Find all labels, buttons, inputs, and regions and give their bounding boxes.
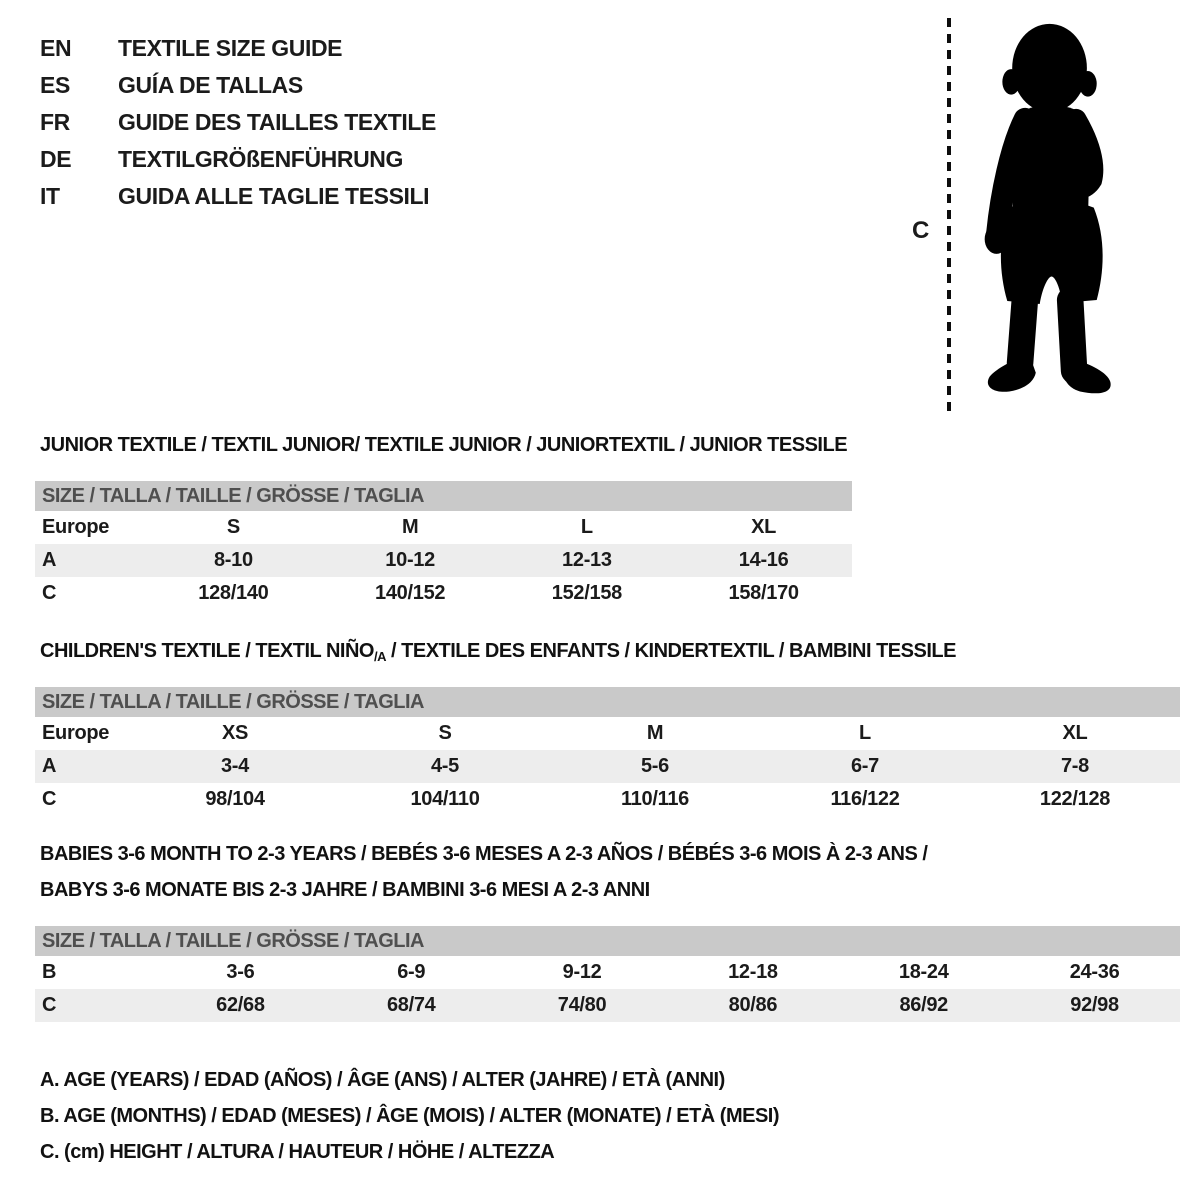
table-row — [35, 989, 1180, 1022]
table-row — [35, 577, 852, 610]
language-code: IT — [40, 183, 60, 209]
language-title-list — [40, 30, 436, 215]
table-cell: 140/152 — [375, 582, 446, 604]
size-header-band: SIZE / TALLA / TAILLE / GRÖSSE / TAGLIA — [35, 926, 1180, 956]
row-label: C — [42, 788, 57, 810]
language-code: ES — [40, 72, 70, 98]
language-row — [40, 30, 436, 67]
babies-table-body — [35, 956, 1180, 1022]
row-label: A — [42, 755, 57, 777]
table-cell: 3-4 — [220, 755, 249, 777]
guide-title: GUIDE DES TAILLES TEXTILE — [118, 109, 436, 135]
table-cell: 6-9 — [397, 961, 426, 983]
table-row — [35, 783, 1180, 816]
table-cell: 9-12 — [562, 961, 602, 983]
legend-line-b: B. AGE (MONTHS) / EDAD (MESES) / ÂGE (MOIS) / ALTER (MONATE) / ETÀ (MESI) — [40, 1105, 780, 1127]
table-cell: 14-16 — [738, 549, 789, 571]
language-row — [40, 104, 436, 141]
junior-table-body — [35, 511, 852, 610]
table-cell: 3-6 — [226, 961, 255, 983]
legend-line-c: C. (cm) HEIGHT / ALTURA / HAUTEUR / HÖHE / ALTEZZA — [40, 1141, 555, 1163]
table-cell: 8-10 — [213, 549, 253, 571]
table-row — [35, 544, 852, 577]
table-cell: 18-24 — [898, 961, 949, 983]
height-measure-label: C — [912, 217, 930, 244]
language-code: EN — [40, 35, 72, 61]
table-cell: 116/122 — [830, 788, 900, 810]
table-cell: XL — [751, 516, 777, 538]
children-heading-subscript: /A — [373, 649, 386, 664]
language-code: DE — [40, 146, 72, 172]
table-cell: 24-36 — [1069, 961, 1120, 983]
junior-size-table — [35, 481, 852, 610]
babies-section-heading-line2: BABYS 3-6 MONATE BIS 2-3 JAHRE / BAMBINI 3-6 MESI A 2-3 ANNI — [40, 879, 650, 901]
row-label: Europe — [42, 722, 110, 744]
table-cell: 122/128 — [1039, 788, 1111, 810]
table-cell: 6-7 — [850, 755, 879, 777]
legend — [40, 1062, 779, 1170]
guide-title: TEXTILGRÖßENFÜHRUNG — [118, 146, 403, 172]
table-cell: 158/170 — [728, 582, 799, 604]
table-cell: 128/140 — [198, 582, 269, 604]
row-label: C — [42, 582, 57, 604]
row-label: B — [42, 961, 57, 983]
height-measure-figure — [900, 14, 1160, 426]
table-cell: 86/92 — [899, 994, 949, 1016]
legend-line-a: A. AGE (YEARS) / EDAD (AÑOS) / ÂGE (ANS) / ALTER (JAHRE) / ETÀ (ANNI) — [40, 1069, 725, 1091]
children-size-table — [35, 687, 1180, 816]
table-cell: 10-12 — [385, 549, 435, 571]
language-code: FR — [40, 109, 70, 135]
table-cell: 12-18 — [728, 961, 778, 983]
language-row — [40, 178, 436, 215]
table-cell: 92/98 — [1070, 994, 1119, 1016]
row-label: Europe — [42, 516, 110, 538]
table-cell: 62/68 — [216, 994, 265, 1016]
table-cell: XS — [221, 722, 249, 744]
table-cell: S — [438, 722, 452, 744]
table-cell: L — [580, 516, 593, 538]
size-header-band: SIZE / TALLA / TAILLE / GRÖSSE / TAGLIA — [35, 687, 1180, 717]
table-cell: 80/86 — [728, 994, 778, 1016]
children-heading-text: CHILDREN'S TEXTILE / TEXTIL NIÑO — [40, 640, 374, 662]
table-cell: 4-5 — [430, 755, 459, 777]
table-row — [35, 717, 1180, 750]
children-heading-text: / TEXTILE DES ENFANTS / KINDERTEXTIL / BAMBINI TESSILE — [385, 640, 956, 662]
table-cell: 152/158 — [551, 582, 622, 604]
table-cell: 7-8 — [1060, 755, 1089, 777]
table-cell: 12-13 — [562, 549, 612, 571]
guide-title: GUIDA ALLE TAGLIE TESSILI — [118, 183, 430, 209]
table-cell: 104/110 — [410, 788, 480, 810]
table-cell: 98/104 — [205, 788, 265, 810]
table-cell: 74/80 — [557, 994, 607, 1016]
babies-size-table — [35, 926, 1180, 1022]
children-table-body — [35, 717, 1180, 816]
table-cell: 110/116 — [621, 788, 689, 810]
table-cell: 5-6 — [640, 755, 669, 777]
language-row — [40, 67, 436, 104]
table-cell: XL — [1062, 722, 1088, 744]
guide-title: GUÍA DE TALLAS — [118, 72, 303, 98]
guide-title: TEXTILE SIZE GUIDE — [118, 35, 343, 61]
babies-section-heading-line1: BABIES 3-6 MONTH TO 2-3 YEARS / BEBÉS 3-6 MESES A 2-3 AÑOS / BÉBÉS 3-6 MOIS À 2-3 ANS / — [40, 843, 928, 865]
junior-section-heading: JUNIOR TEXTILE / TEXTIL JUNIOR/ TEXTILE JUNIOR / JUNIORTEXTIL / JUNIOR TESSILE — [40, 434, 848, 456]
table-cell: 68/74 — [386, 994, 436, 1016]
table-row — [35, 511, 852, 544]
row-label: A — [42, 549, 57, 571]
table-cell: S — [226, 516, 240, 538]
toddler-silhouette-icon — [966, 16, 1138, 416]
table-cell: M — [401, 516, 419, 538]
table-row — [35, 750, 1180, 783]
height-measure-line — [947, 18, 951, 416]
table-cell: M — [646, 722, 664, 744]
size-header-band: SIZE / TALLA / TAILLE / GRÖSSE / TAGLIA — [35, 481, 852, 511]
language-row — [40, 141, 436, 178]
table-cell: L — [859, 722, 871, 744]
children-section-heading — [40, 640, 956, 663]
row-label: C — [42, 994, 57, 1016]
table-row — [35, 956, 1180, 989]
